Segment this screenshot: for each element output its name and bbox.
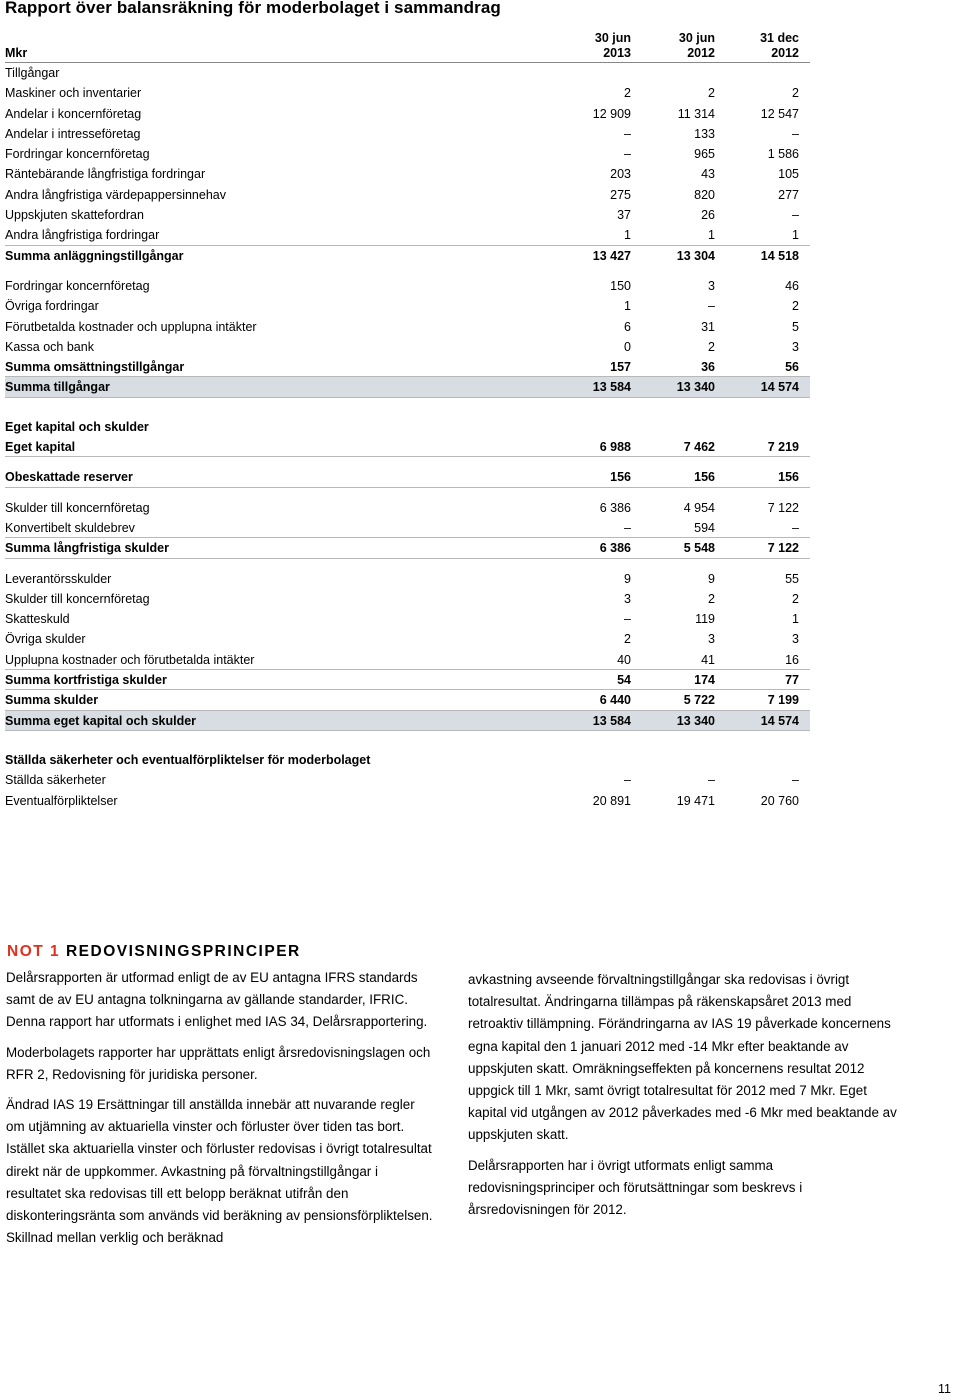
- table-row: [5, 670, 810, 690]
- cell-value: –: [708, 299, 715, 314]
- cell-value: 43: [701, 167, 715, 182]
- cell-value: 1: [624, 299, 631, 314]
- unit-label: Mkr: [5, 46, 28, 60]
- table-row: [5, 63, 810, 83]
- cell-value: 277: [778, 187, 799, 202]
- cell-value: 6 440: [599, 693, 631, 708]
- table-row: [5, 317, 810, 337]
- row-label: Kassa och bank: [5, 339, 94, 354]
- paragraph: Delårsrapporten är utformad enligt de av EU antagna IFRS standards samt de av EU antagna tolkningarna av gällande standarder, IFRIC. Denna rapport har utformats i enlighet med IAS 34, Delårsrapportering.: [6, 970, 428, 1030]
- cell-value: 1: [624, 228, 631, 243]
- cell-value: 12 909: [592, 106, 631, 121]
- cell-value: 1: [792, 228, 799, 243]
- row-label: Ställda säkerheter och eventualförpliktelser för moderbolaget: [5, 752, 371, 767]
- note-number: NOT 1: [7, 943, 61, 960]
- row-label: Summa skulder: [5, 693, 99, 708]
- cell-value: 13 340: [676, 713, 715, 728]
- paragraph: Moderbolagets rapporter har upprättats enligt årsredovisningslagen och RFR 2, Redovisning för juridiska personer.: [6, 1044, 431, 1082]
- cell-value: 150: [610, 278, 631, 293]
- cell-value: 156: [694, 470, 715, 485]
- cell-value: 40: [617, 652, 631, 667]
- cell-value: 54: [617, 673, 631, 688]
- cell-value: 0: [624, 339, 631, 354]
- cell-value: 965: [694, 147, 715, 162]
- cell-value: 4 954: [683, 500, 715, 515]
- paragraph: Delårsrapporten har i övrigt utformats enligt samma redovisningsprinciper och förutsättningar som beskrevs i årsredovisningen för 2012.: [468, 1157, 803, 1218]
- cell-value: 156: [610, 470, 631, 485]
- column-header: 31 dec 2012: [760, 31, 799, 60]
- cell-value: 5 722: [683, 693, 715, 708]
- row-label: Ställda säkerheter: [5, 773, 106, 788]
- row-label: Skatteskuld: [5, 612, 70, 627]
- page-title: Rapport över balansräkning för moderbolaget i sammandrag: [5, 0, 501, 17]
- table-row: [5, 569, 810, 589]
- row-label: Andelar i intresseföretag: [5, 126, 141, 141]
- cell-value: –: [624, 520, 631, 535]
- row-label: Eget kapital: [5, 440, 76, 455]
- row-label: Summa långfristiga skulder: [5, 541, 169, 556]
- table-row: [5, 750, 810, 770]
- row-label: Summa omsättningstillgångar: [5, 360, 185, 375]
- cell-value: 13 340: [676, 380, 715, 395]
- cell-value: –: [792, 773, 799, 788]
- cell-value: 19 471: [676, 793, 715, 808]
- cell-value: 156: [778, 470, 799, 485]
- cell-value: 12 547: [760, 106, 799, 121]
- column-header: 30 jun 2012: [678, 31, 715, 60]
- column-header: 30 jun 2013: [594, 31, 631, 60]
- cell-value: 26: [701, 208, 715, 223]
- cell-value: 133: [694, 126, 715, 141]
- row-label: Tillgångar: [5, 66, 60, 80]
- table-header: [5, 30, 810, 63]
- cell-value: 6: [624, 319, 631, 334]
- table-row: [5, 609, 810, 629]
- cell-value: 3: [792, 632, 799, 647]
- cell-value: 46: [785, 278, 799, 293]
- cell-value: 594: [694, 520, 715, 535]
- row-label: Andelar i koncernföretag: [5, 106, 142, 121]
- cell-value: 2: [708, 86, 715, 101]
- row-label: Summa eget kapital och skulder: [5, 713, 197, 728]
- table-row: [5, 225, 810, 245]
- table-row: [5, 417, 810, 437]
- cell-value: 3: [624, 591, 631, 606]
- cell-value: 2: [624, 632, 631, 647]
- table-row: [5, 357, 810, 377]
- table-row: [5, 104, 810, 124]
- cell-value: 16: [785, 652, 799, 667]
- note-text-right: [468, 969, 898, 1229]
- table-row: [5, 467, 810, 487]
- cell-value: 174: [694, 673, 715, 688]
- cell-value: 37: [617, 208, 631, 223]
- row-label: Förutbetalda kostnader och upplupna intäkter: [5, 319, 257, 334]
- row-label: Fordringar koncernföretag: [5, 278, 150, 293]
- table-row: [5, 164, 810, 184]
- cell-value: 41: [701, 652, 715, 667]
- cell-value: 14 574: [760, 380, 799, 395]
- cell-value: 55: [785, 571, 799, 586]
- cell-value: –: [624, 612, 631, 627]
- cell-value: 13 584: [592, 713, 631, 728]
- row-label: Obeskattade reserver: [5, 470, 133, 485]
- table-row: [5, 185, 810, 205]
- cell-value: 7 462: [683, 440, 715, 455]
- cell-value: 3: [792, 339, 799, 354]
- cell-value: 56: [785, 360, 799, 375]
- table-row: [5, 770, 810, 790]
- cell-value: 14 574: [760, 713, 799, 728]
- row-label: Summa kortfristiga skulder: [5, 673, 167, 688]
- paragraph: Ändrad IAS 19 Ersättningar till anställda innebär att nuvarande regler om utjämning av aktuariella vinster och förluster över tiden tas bort. Istället ska aktuariella vinster och förluster redovisas i övrigt totalresultat direkt när de uppkommer. Avkastning på förvaltningstillgångar i resultatet ska redovisas till ett belopp beräknat utifrån den diskonteringsränta som används vid beräkning av pensionsförpliktelsen. Skillnad mellan verklig och beräknad: [6, 1097, 433, 1246]
- cell-value: 275: [610, 187, 631, 202]
- table-row: [5, 711, 810, 731]
- cell-value: 7 219: [767, 440, 799, 455]
- table-row: [5, 337, 810, 357]
- cell-value: 6 988: [599, 440, 631, 455]
- cell-value: 9: [624, 571, 631, 586]
- cell-value: 1 586: [767, 147, 799, 162]
- cell-value: 119: [695, 612, 715, 627]
- table-row: [5, 650, 810, 670]
- cell-value: 157: [610, 360, 631, 375]
- table-row: [5, 144, 810, 164]
- cell-value: –: [624, 773, 631, 788]
- row-label: Övriga skulder: [5, 632, 86, 647]
- row-label: Eget kapital och skulder: [5, 419, 149, 434]
- note-heading: [7, 943, 301, 961]
- cell-value: 31: [701, 319, 715, 334]
- cell-value: 13 584: [592, 380, 631, 395]
- table-row: [5, 518, 810, 538]
- cell-value: –: [708, 773, 715, 788]
- cell-value: –: [792, 126, 799, 141]
- row-label: Eventualförpliktelser: [5, 793, 118, 808]
- cell-value: 20 760: [760, 793, 799, 808]
- table-row: [5, 83, 810, 103]
- row-label: Andra långfristiga värdepappersinnehav: [5, 187, 226, 202]
- row-label: Leverantörsskulder: [5, 571, 112, 586]
- cell-value: 7 122: [767, 500, 799, 515]
- table-row: [5, 437, 810, 457]
- table-row: [5, 589, 810, 609]
- table-row: [5, 296, 810, 316]
- note-text-left: [6, 967, 436, 1257]
- cell-value: 13 427: [592, 248, 631, 263]
- cell-value: –: [792, 520, 799, 535]
- cell-value: 203: [610, 167, 631, 182]
- cell-value: 1: [792, 612, 799, 627]
- cell-value: –: [624, 126, 631, 141]
- row-label: Andra långfristiga fordringar: [5, 228, 160, 243]
- row-label: Summa anläggningstillgångar: [5, 248, 184, 263]
- row-label: Summa tillgångar: [5, 380, 110, 395]
- cell-value: –: [792, 208, 799, 223]
- table-row: [5, 124, 810, 144]
- cell-value: 7 199: [767, 693, 799, 708]
- cell-value: –: [624, 147, 631, 162]
- cell-value: 2: [708, 591, 715, 606]
- cell-value: 3: [708, 278, 715, 293]
- row-label: Maskiner och inventarier: [5, 86, 142, 101]
- row-label: Skulder till koncernföretag: [5, 591, 150, 606]
- cell-value: 2: [792, 86, 799, 101]
- cell-value: 77: [785, 673, 799, 688]
- table-row: [5, 246, 810, 266]
- row-label: Upplupna kostnader och förutbetalda intäkter: [5, 652, 255, 667]
- cell-value: 2: [792, 299, 799, 314]
- table-row: [5, 498, 810, 518]
- cell-value: 2: [708, 339, 715, 354]
- cell-value: 5 548: [683, 541, 715, 556]
- row-label: Övriga fordringar: [5, 299, 99, 314]
- cell-value: 14 518: [760, 248, 799, 263]
- cell-value: 2: [624, 86, 631, 101]
- cell-value: 3: [708, 632, 715, 647]
- cell-value: 6 386: [599, 541, 631, 556]
- table-row: [5, 205, 810, 225]
- row-label: Fordringar koncernföretag: [5, 147, 150, 162]
- cell-value: 7 122: [767, 541, 799, 556]
- cell-value: 1: [708, 228, 715, 243]
- cell-value: 820: [694, 187, 715, 202]
- cell-value: 11 314: [677, 106, 715, 121]
- cell-value: 105: [778, 167, 799, 182]
- row-label: Skulder till koncernföretag: [5, 500, 150, 515]
- cell-value: 20 891: [592, 793, 631, 808]
- table-row: [5, 377, 810, 397]
- table-row: [5, 276, 810, 296]
- row-label: Konvertibelt skuldebrev: [5, 520, 135, 535]
- row-label: Räntebärande långfristiga fordringar: [5, 167, 206, 182]
- table-row: [5, 538, 810, 558]
- cell-value: 36: [701, 360, 715, 375]
- balance-sheet-table: [5, 30, 810, 811]
- table-row: [5, 791, 810, 811]
- page-number: 11: [938, 1382, 951, 1396]
- row-label: Uppskjuten skattefordran: [5, 208, 144, 223]
- paragraph: avkastning avseende förvaltningstillgångar ska redovisas i övrigt totalresultat. Ändringarna tillämpas på räkenskapsåret 2013 med retroaktiv tillämpning. Förändringarna av IAS 19 påverkade koncernens egna kapital den 1 januari 2012 med -14 Mkr efter beaktande av uppskjuten skatt. Omräkningseffekten på koncernens resultat 2012 uppgick till 1 Mkr, samt övrigt totalresultat för 2012 med 7 Mkr. Eget kapital vid utgången av 2012 påverkades med -6 Mkr med beaktande av uppskjuten skatt.: [468, 972, 897, 1143]
- cell-value: 13 304: [676, 248, 715, 263]
- cell-value: 5: [792, 319, 799, 334]
- cell-value: 9: [708, 571, 715, 586]
- cell-value: 6 386: [599, 500, 631, 515]
- cell-value: 2: [792, 591, 799, 606]
- table-row: [5, 629, 810, 649]
- table-row: [5, 690, 810, 710]
- note-title: REDOVISNINGSPRINCIPER: [65, 943, 301, 960]
